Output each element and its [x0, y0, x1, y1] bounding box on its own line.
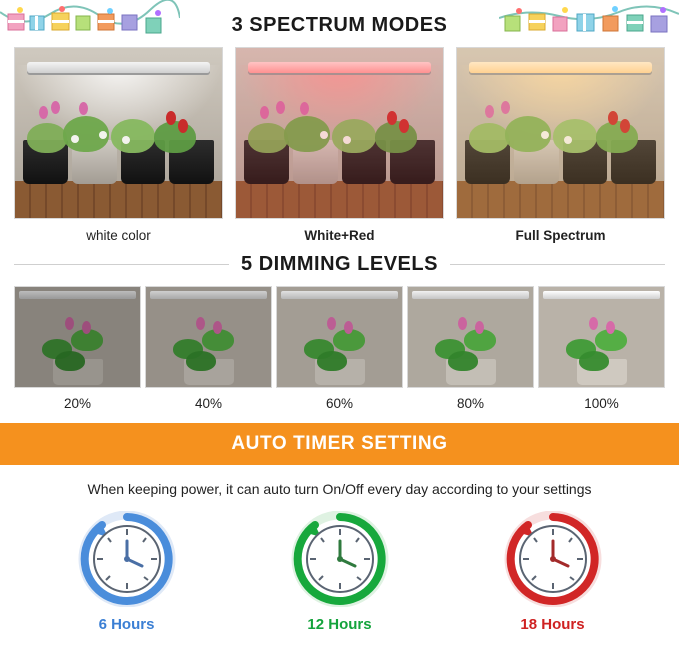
dimming-card-60 [276, 286, 403, 411]
spectrum-card-white-red [235, 47, 444, 243]
dimming-heading: 5 DIMMING LEVELS [241, 253, 438, 275]
timer-label-18h: 18 Hours [520, 616, 585, 633]
dimming-caption-20: 20% [63, 396, 92, 411]
spectrum-heading: 3 SPECTRUM MODES [231, 14, 448, 36]
dimming-card-100 [538, 286, 665, 411]
clock-icon-18h [498, 511, 608, 607]
dimming-levels-row [0, 276, 679, 411]
spectrum-caption-white: white color [86, 228, 151, 243]
spectrum-card-full [456, 47, 665, 243]
spectrum-caption-white-red: White+Red [304, 228, 375, 243]
spectrum-modes-row [0, 37, 679, 243]
auto-timer-banner-text: AUTO TIMER SETTING [231, 433, 448, 454]
garland-decoration-right [499, 0, 679, 44]
dimming-card-80 [407, 286, 534, 411]
spectrum-card-white [14, 47, 223, 243]
timer-option-6h [42, 511, 212, 633]
auto-timer-banner [0, 423, 679, 465]
garland-decoration-left [0, 0, 180, 44]
dimming-card-20 [14, 286, 141, 411]
dimming-photo-60 [276, 286, 403, 388]
dimming-photo-100 [538, 286, 665, 388]
dimming-caption-60: 60% [325, 396, 354, 411]
dimming-card-40 [145, 286, 272, 411]
divider-left [14, 264, 229, 265]
spectrum-photo-white-red [235, 47, 444, 219]
dimming-heading-row [0, 253, 679, 276]
timer-option-18h [468, 511, 638, 633]
dimming-caption-100: 100% [584, 396, 619, 411]
clock-icon-12h [285, 511, 395, 607]
timer-option-12h [255, 511, 425, 633]
spectrum-photo-white [14, 47, 223, 219]
auto-timer-subtitle: When keeping power, it can auto turn On/Off every day according to your settings [87, 481, 592, 497]
spectrum-photo-full [456, 47, 665, 219]
timer-label-12h: 12 Hours [307, 616, 372, 633]
divider-right [450, 264, 665, 265]
dimming-photo-40 [145, 286, 272, 388]
dimming-caption-40: 40% [194, 396, 223, 411]
dimming-caption-80: 80% [456, 396, 485, 411]
dimming-photo-80 [407, 286, 534, 388]
dimming-photo-20 [14, 286, 141, 388]
clock-icon-6h [72, 511, 182, 607]
timer-options-row [0, 497, 679, 633]
spectrum-caption-full: Full Spectrum [515, 228, 606, 243]
timer-label-6h: 6 Hours [98, 616, 155, 633]
